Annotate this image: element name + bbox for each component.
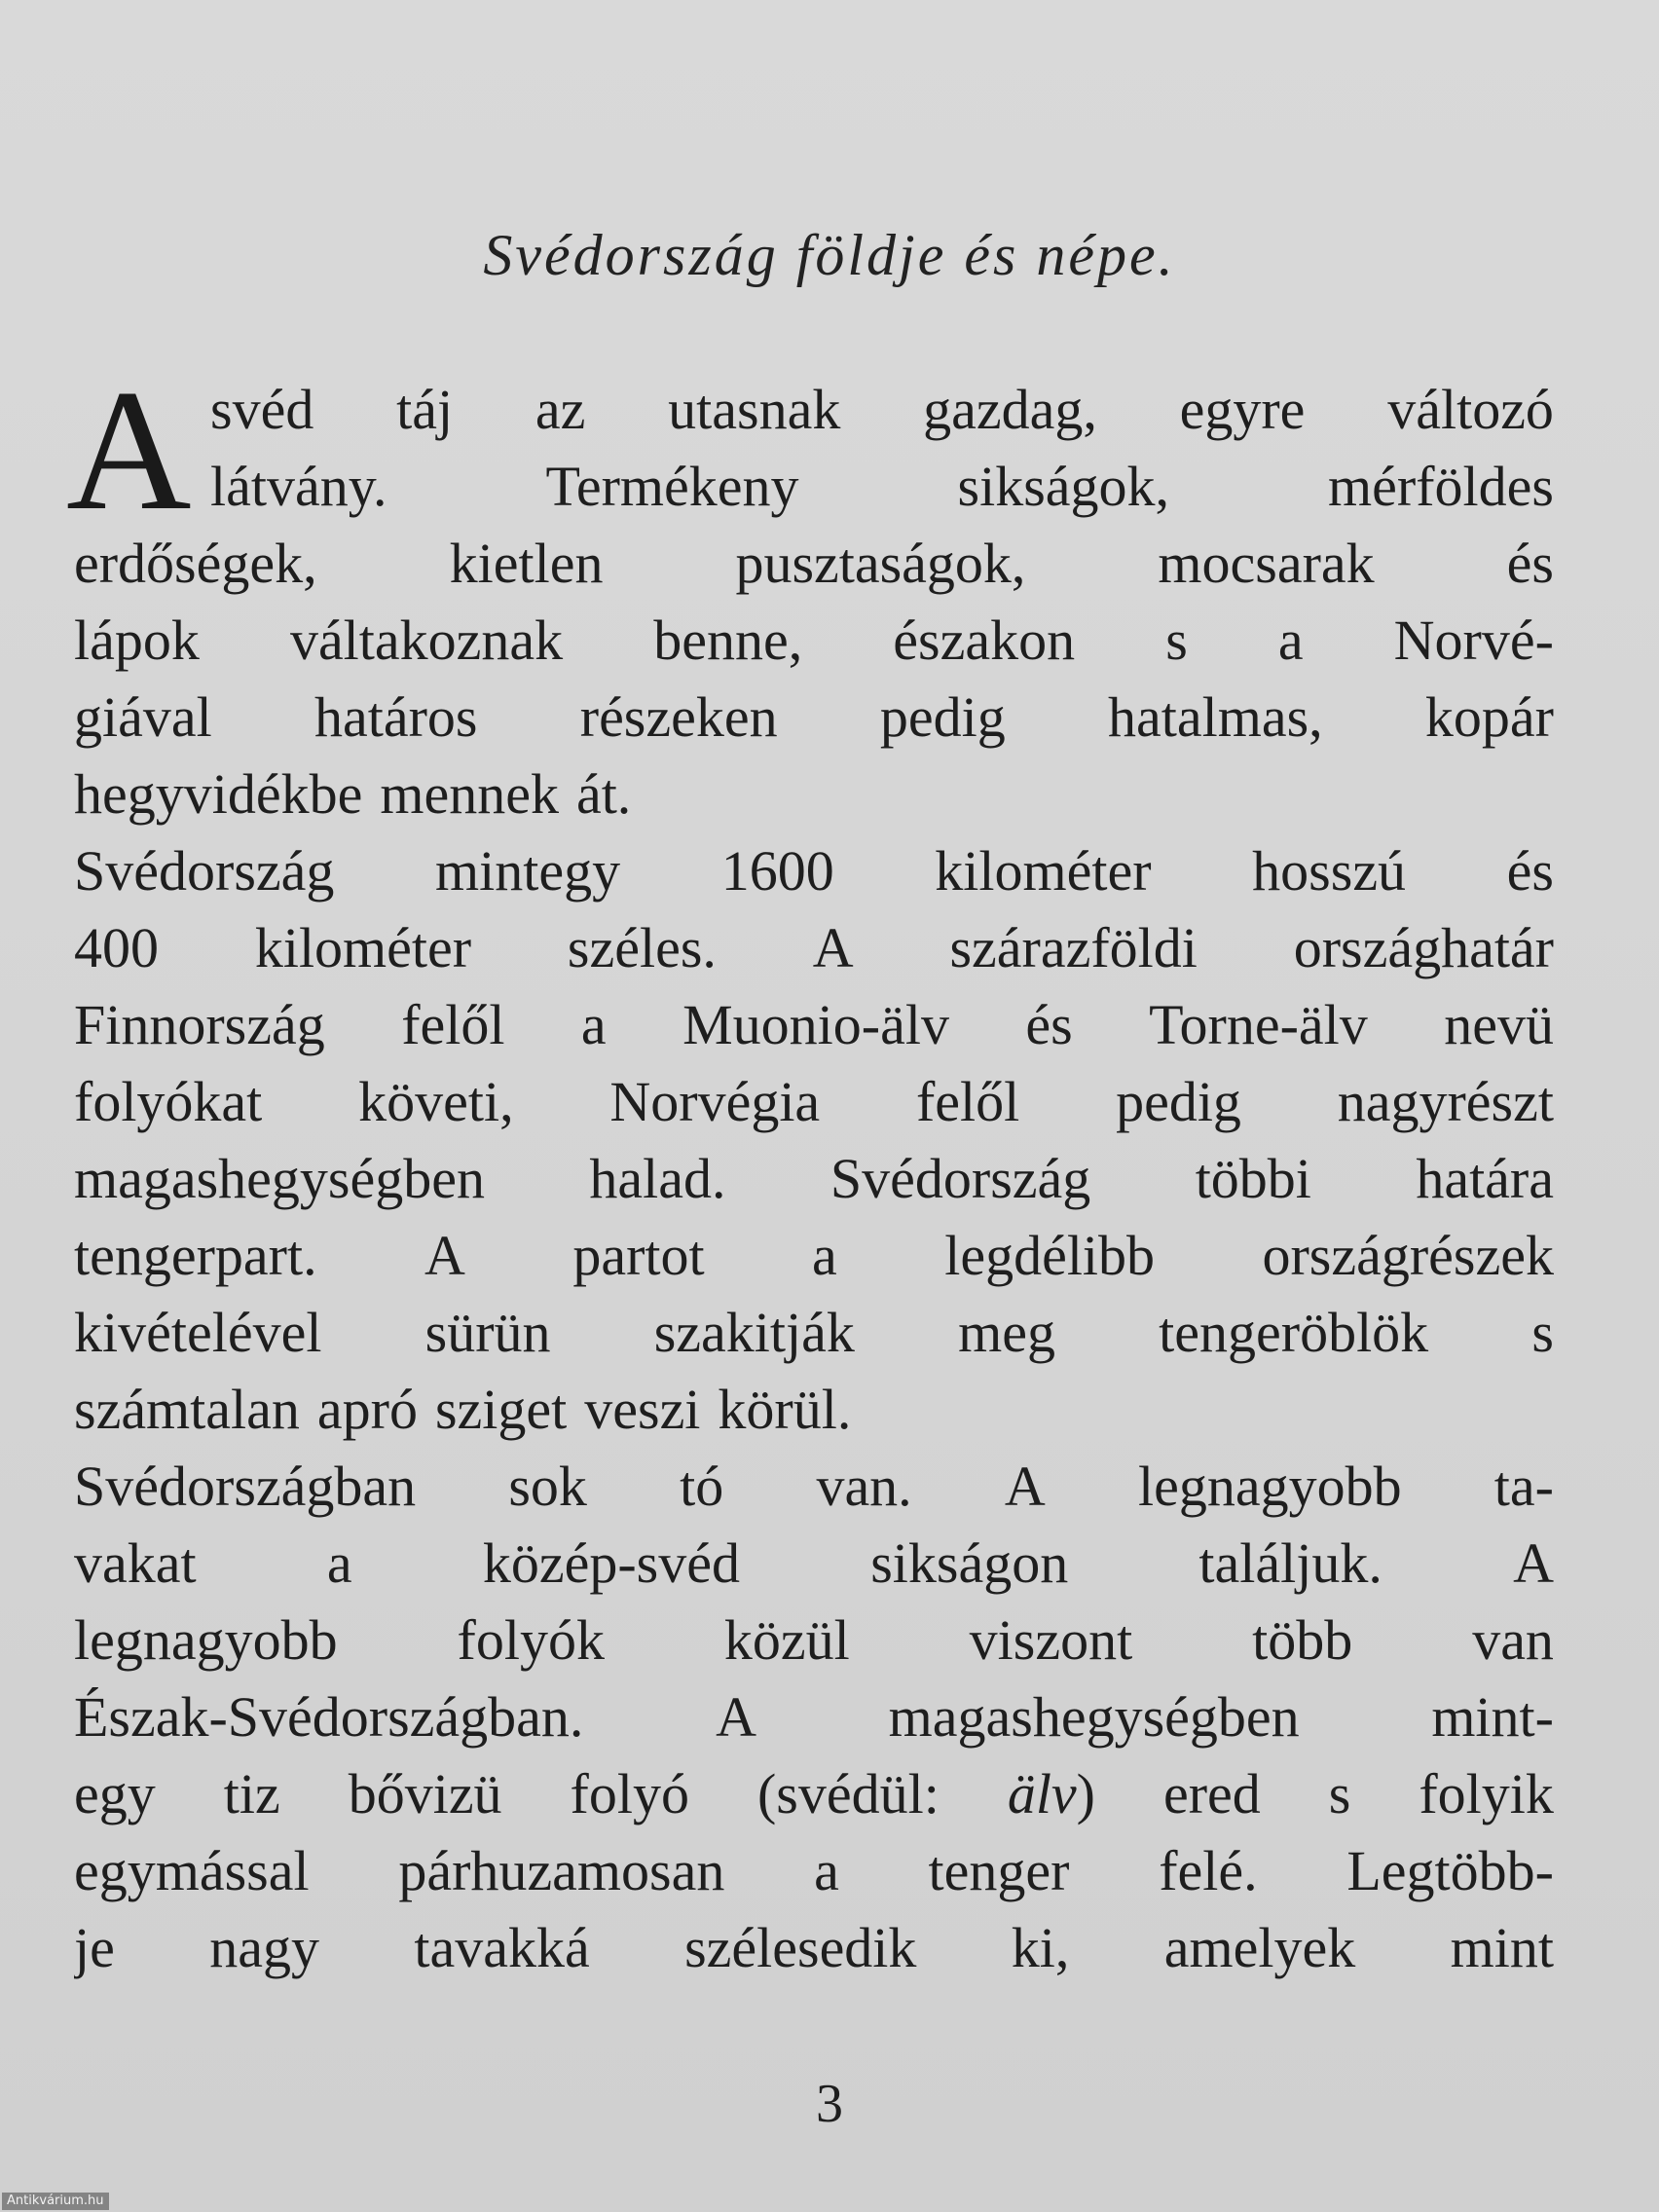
word: hegyvidékbe [74, 762, 363, 826]
word: tavakká [414, 1916, 590, 1979]
word: folyó [570, 1762, 689, 1825]
word: mérföldes [1328, 455, 1554, 518]
word: sürün [424, 1301, 551, 1364]
word: amelyek [1163, 1916, 1356, 1979]
word: szélesedik [684, 1916, 917, 1979]
text-line [74, 1448, 1554, 1525]
word: párhuzamosan [398, 1839, 725, 1902]
text-line [74, 679, 1554, 756]
word: folyók [457, 1608, 605, 1672]
text-line [74, 1909, 1554, 1986]
word: körül. [718, 1378, 852, 1441]
word: és [1506, 839, 1554, 903]
word: látvány. [210, 455, 387, 518]
word: határos [313, 685, 478, 749]
word: mint [1450, 1916, 1554, 1979]
word: folyik [1419, 1762, 1554, 1825]
word: legnagyobb [1137, 1455, 1402, 1518]
text-line [74, 1140, 1554, 1217]
word: vakat [74, 1531, 197, 1595]
word: mocsarak [1158, 532, 1375, 595]
word: a [814, 1839, 839, 1902]
word: utasnak [668, 378, 841, 441]
text-line [74, 371, 1554, 448]
word: közül [723, 1608, 850, 1672]
text-line [74, 448, 1554, 525]
word: váltakoznak [289, 608, 564, 672]
word: magashegységben [74, 1147, 485, 1210]
word: van [1472, 1608, 1554, 1672]
word: pedig [1116, 1070, 1241, 1133]
word: táj [396, 378, 454, 441]
word: találjuk. [1198, 1531, 1382, 1595]
text-line [74, 832, 1554, 909]
word: benne, [653, 608, 803, 672]
word: kietlen [449, 532, 604, 595]
word: Észak-Svédországban. [74, 1685, 584, 1749]
word: legnagyobb [74, 1608, 338, 1672]
word: A [716, 1685, 756, 1749]
word: kilométer [935, 839, 1152, 903]
word: egymással [74, 1839, 310, 1902]
word: a [812, 1224, 837, 1287]
word: Norvé- [1393, 608, 1554, 672]
text-line [74, 1063, 1554, 1140]
text-line [74, 1371, 1554, 1448]
word: kivételével [74, 1301, 322, 1364]
word: kilométer [254, 916, 472, 979]
word: halad. [589, 1147, 726, 1210]
word: ki, [1011, 1916, 1070, 1979]
word: az [535, 378, 586, 441]
word: mint- [1431, 1685, 1554, 1749]
word: sikságon [870, 1531, 1069, 1595]
word: A [812, 916, 854, 979]
word: számtalan [74, 1378, 300, 1441]
word: s [1531, 1301, 1554, 1364]
text-line [74, 602, 1554, 679]
word: felől [401, 993, 505, 1056]
word: a [326, 1531, 352, 1595]
word: tengeröblök [1159, 1301, 1429, 1364]
word: A [424, 1224, 465, 1287]
word: mennek [380, 762, 559, 826]
word: követi, [358, 1070, 514, 1133]
word: szakitják [653, 1301, 855, 1364]
word: tiz [223, 1762, 280, 1825]
drop-cap: A [66, 353, 192, 546]
word: nagyrészt [1337, 1070, 1554, 1133]
word: gazdag, [923, 378, 1097, 441]
word: Torne-älv [1149, 993, 1368, 1056]
word: 400 [74, 916, 159, 979]
text-line [74, 1832, 1554, 1909]
word: nevü [1444, 993, 1554, 1056]
word: egy [74, 1762, 156, 1825]
word: országhatár [1293, 916, 1554, 979]
word: magashegységben [888, 1685, 1300, 1749]
word: többi [1195, 1147, 1311, 1210]
word: A [1004, 1455, 1046, 1518]
word: felől [915, 1070, 1020, 1133]
text-line [74, 1678, 1554, 1755]
word: változó [1387, 378, 1554, 441]
word: sikságok, [957, 455, 1170, 518]
text-line [74, 1525, 1554, 1602]
word: Svédország [74, 839, 335, 903]
text-line [74, 1217, 1554, 1294]
text-line [74, 909, 1554, 986]
text-line [74, 1294, 1554, 1371]
word: tengerpart. [74, 1224, 317, 1287]
word: át. [575, 762, 632, 826]
word: je [74, 1916, 115, 1979]
word: erdőségek, [74, 532, 317, 595]
text-line [74, 986, 1554, 1063]
word: nagy [209, 1916, 319, 1979]
body-text [66, 353, 1554, 1986]
word: a [1277, 608, 1304, 672]
word: és [1025, 993, 1073, 1056]
word: A [1513, 1531, 1554, 1595]
text-line [74, 756, 1554, 832]
watermark-label: Antikvárium.hu [2, 2193, 109, 2210]
word: van. [816, 1455, 912, 1518]
word: Svédországban [74, 1455, 417, 1518]
word: giával [74, 685, 212, 749]
page-number: 3 [816, 2074, 843, 2134]
word: meg [958, 1301, 1055, 1364]
word: felé. [1159, 1839, 1258, 1902]
word: mintegy [434, 839, 621, 903]
word: Norvégia [609, 1070, 821, 1133]
chapter-title [0, 216, 1659, 294]
word: 1600 [720, 839, 834, 903]
word: hosszú [1252, 839, 1407, 903]
word: partot [572, 1224, 705, 1287]
word: országrészek [1262, 1224, 1554, 1287]
word: egyre [1179, 378, 1306, 441]
text-line [74, 1755, 1554, 1832]
word: közép-svéd [482, 1531, 740, 1595]
word: pedig [879, 685, 1006, 749]
word: Legtöbb- [1346, 1839, 1554, 1902]
word: s [1165, 608, 1188, 672]
word: széles. [567, 916, 717, 979]
word: kopár [1424, 685, 1554, 749]
word: bővizü [348, 1762, 502, 1825]
word: határa [1416, 1147, 1554, 1210]
chapter-title-text: Svédország földje és népe. [483, 223, 1176, 287]
word: ta- [1493, 1455, 1554, 1518]
word: tenger [928, 1839, 1070, 1902]
word: ered [1162, 1762, 1261, 1825]
word: északon [893, 608, 1076, 672]
word: a [580, 993, 607, 1056]
text-line [74, 525, 1554, 602]
word: älv) [1007, 1762, 1095, 1825]
word: legdélibb [944, 1224, 1156, 1287]
word: sziget [434, 1378, 568, 1441]
word: (svédül: [756, 1762, 940, 1825]
word: sok [508, 1455, 587, 1518]
word: svéd [210, 378, 314, 441]
word: veszi [584, 1378, 701, 1441]
word: lápok [74, 608, 200, 672]
word: több [1252, 1608, 1353, 1672]
word: és [1506, 532, 1554, 595]
word: apró [316, 1378, 418, 1441]
word: s [1328, 1762, 1351, 1825]
word: pusztaságok, [735, 532, 1026, 595]
word: viszont [969, 1608, 1133, 1672]
word: Finnország [74, 993, 325, 1056]
word: tó [680, 1455, 724, 1518]
word: hatalmas, [1108, 685, 1323, 749]
word: Muonio-älv [682, 993, 949, 1056]
word: Svédország [830, 1147, 1091, 1210]
word: Termékeny [545, 455, 799, 518]
word: részeken [579, 685, 778, 749]
word: folyókat [74, 1070, 263, 1133]
text-line [74, 1602, 1554, 1678]
word: szárazföldi [949, 916, 1198, 979]
